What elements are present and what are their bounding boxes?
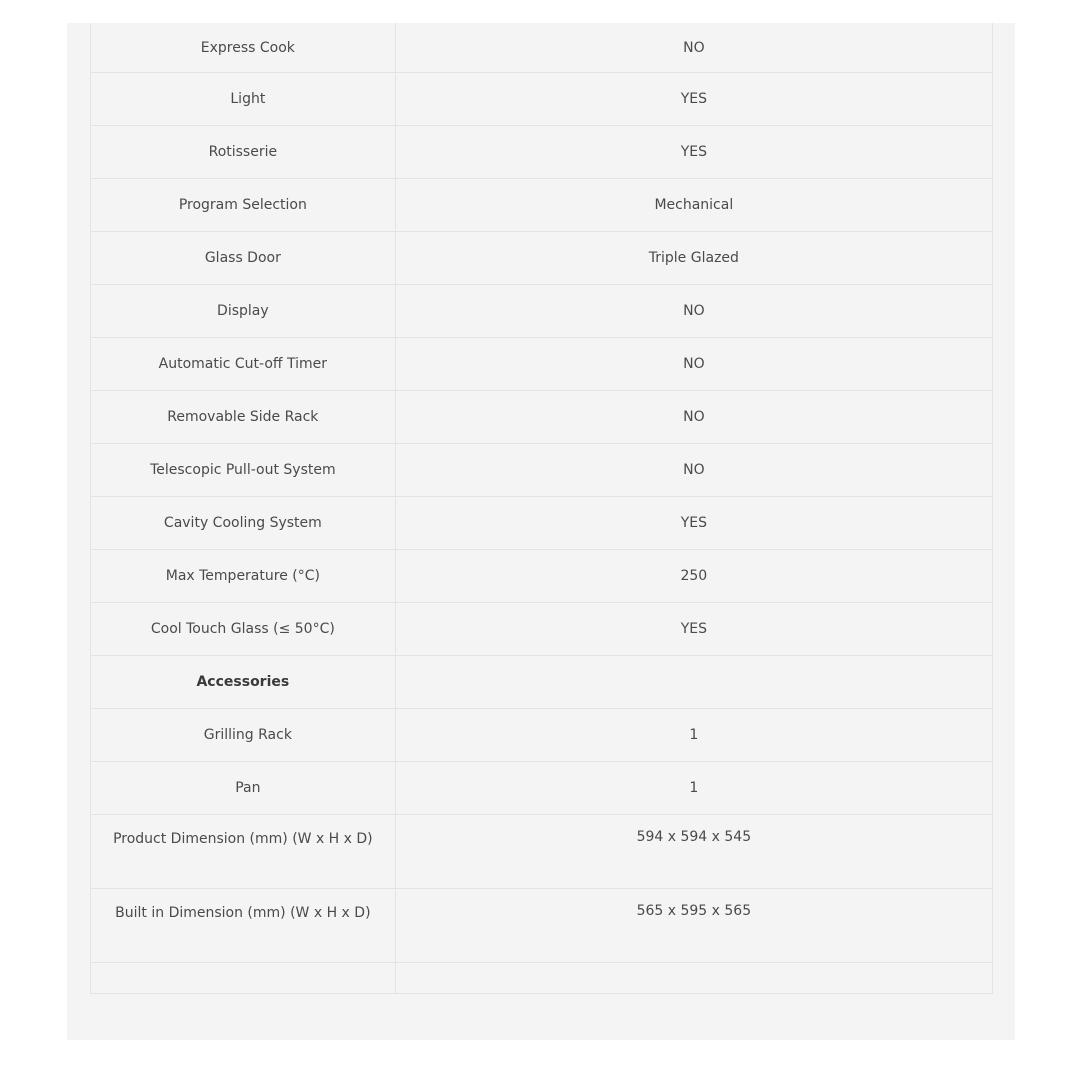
spec-label: Express Cook [91,23,396,73]
table-row [91,762,993,815]
spec-label: Glass Door [91,232,396,285]
accessory-value: 1 [395,709,992,762]
empty-cell [91,963,396,994]
spec-value: YES [395,73,992,126]
table-row [91,338,993,391]
table-row [91,232,993,285]
spec-value: YES [395,497,992,550]
spec-label: Telescopic Pull-out System [91,444,396,497]
spec-value: NO [395,285,992,338]
spec-label: Automatic Cut-off Timer [91,338,396,391]
table-row [91,126,993,179]
accessory-label: Pan [91,762,396,815]
table-row [91,550,993,603]
section-heading-empty-cell [395,656,992,709]
dimension-label-line1: Built in Dimension (mm) [115,905,286,921]
section-header-row [91,656,993,709]
table-row [91,73,993,126]
spec-value: 250 [395,550,992,603]
spec-label: Display [91,285,396,338]
spec-value: NO [395,444,992,497]
spec-value: YES [395,603,992,656]
spec-value: YES [395,126,992,179]
spec-label: Cool Touch Glass (≤ 50°C) [91,603,396,656]
spec-label: Program Selection [91,179,396,232]
spec-label: Max Temperature (°C) [91,550,396,603]
dimension-label-line1: Product Dimension (mm) [113,831,288,847]
table-row [91,285,993,338]
spec-value: NO [395,338,992,391]
spec-value: NO [395,23,992,73]
dimension-label-line2: (W x H x D) [290,905,371,921]
table-row [91,889,993,963]
table-row [91,603,993,656]
accessory-label: Grilling Rack [91,709,396,762]
dimension-label [91,815,396,889]
spec-label: Removable Side Rack [91,391,396,444]
section-heading: Accessories [91,656,396,709]
spec-value: Mechanical [395,179,992,232]
dimension-value: 594 x 594 x 545 [395,815,992,889]
spec-value: NO [395,391,992,444]
spec-table [90,23,993,994]
table-row [91,709,993,762]
spec-label: Light [91,73,396,126]
table-row [91,815,993,889]
table-row [91,444,993,497]
empty-row [91,963,993,994]
dimension-label [91,889,396,963]
spec-panel [67,23,1015,1040]
table-row [91,391,993,444]
empty-cell [395,963,992,994]
accessory-value: 1 [395,762,992,815]
dimension-label-line2: (W x H x D) [292,831,373,847]
spec-label: Cavity Cooling System [91,497,396,550]
table-row [91,179,993,232]
table-row [91,23,993,73]
table-row [91,497,993,550]
dimension-value: 565 x 595 x 565 [395,889,992,963]
spec-label: Rotisserie [91,126,396,179]
spec-value: Triple Glazed [395,232,992,285]
